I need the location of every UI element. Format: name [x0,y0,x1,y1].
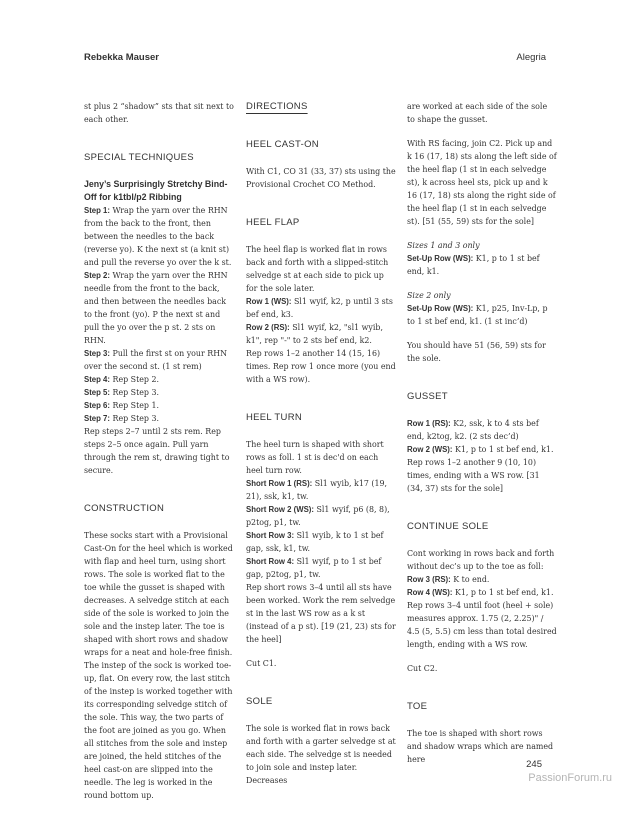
cut-c1-text: Cut C1. [246,659,277,668]
continue-rep-text: Rep rows 3–4 until foot (heel + sole) measures approx. 1.75 (2, 2.25)" / 4.5 (5, 5.5) cm less than total desired length, ending with a WS row. [407,601,557,649]
heel-turn-heading: HEEL TURN [246,412,303,423]
column-1 [84,100,234,813]
step-3: Step 3: Pull the first st on your RHN over the second st. (1 st rem) [84,349,228,371]
step-2: Step 2: Wrap the yarn over the RHN needle from the front to the back, and then between the needles back to the front (yo). P the next st and pull the yo over the p st. 2 sts on RHN. [84,271,228,345]
step-7: Step 7: Rep Step 3. [84,414,160,423]
header-author: Rebekka Mauser [84,52,159,63]
sizes-1-3-label: Sizes 1 and 3 only [407,241,480,250]
toe-heading: TOE [407,701,428,712]
special-techniques-heading: SPECIAL TECHNIQUES [84,152,194,163]
header-title: Alegria [516,52,546,63]
continue-sole-text: Cont working in rows back and forth without dec’s up to the toe as foll: [407,549,555,571]
heel-flap-heading: HEEL FLAP [246,217,300,228]
sole-text: The sole is worked flat in rows back and forth with a garter selvedge st at each side. The selvedge st is needed to join sole and instep later. Decreases [246,724,396,785]
gusset-row-1: Row 1 (RS): K2, ssk, k to 4 sts bef end, k2tog, k2. (2 sts dec’d) [407,419,539,441]
gusset-rep-text: Rep rows 1–2 another 9 (10, 10) times, ending with a WS row. [31 (34, 37) sts for the sole] [407,458,540,493]
step-5: Step 5: Rep Step 3. [84,388,160,397]
heel-turn-text: The heel turn is shaped with short rows as foll. 1 st is dec'd on each heel turn row. [246,440,384,475]
cut-c2-text: Cut C2. [407,664,438,673]
step-1: Step 1: Wrap the yarn over the RHN from the back to the front, then between the needles to the back (reverse yo). K the next st (a knit st) and pull the reverse yo over the k st. [84,206,232,267]
page-number: 245 [526,759,542,770]
sole-continued-text: are worked at each side of the sole to shape the gusset. [407,102,548,124]
should-have-text: You should have 51 (56, 59) sts for the sole. [407,341,546,363]
heel-cast-on-heading: HEEL CAST-ON [246,139,319,150]
continue-sole-heading: CONTINUE SOLE [407,521,489,532]
construction-text: These socks start with a Provisional Cast-On for the heel which is worked with flap and heel turn, using short rows. The sole is worked flat to the toe while the gusset is shaped with decreases. A selvedge stitch at each side of the sole is worked to join the sole and the instep later. The toe is shaped with short rows and shadow wraps for a neat and hole-free finish. The instep of the sock is worked toe-up, flat. On every row, the last stitch of the instep is worked together with its corresponding selvedge stitch of the sole. This way, the two parts of the foot are joined as you go. When all stitches from the sole and instep are joined, the held stitches of the heel cast-on are slipped into the needle. The leg is worked in the round bottom up. [84,531,233,800]
short-row-1: Short Row 1 (RS): Sl1 wyib, k17 (19, 21), ssk, k1, tw. [246,479,388,501]
short-row-rep-text: Rep short rows 3–4 until all sts have been worked. Work the rem selvedge st in the last WS row as a k st (instead of a p st). [19 (21, 23) sts for the heel] [246,583,396,644]
step-6: Step 6: Rep Step 1. [84,401,160,410]
flap-row-2: Row 2 (RS): Sl1 wyif, k2, "sl1 wyib, k1", rep "-" to 2 sts bef end, k2. [246,323,383,345]
column-3 [407,100,557,777]
set-up-row-sizes-1-3: Set-Up Row (WS): K1, p to 1 st bef end, k1. [407,254,540,276]
flap-row-1: Row 1 (WS): Sl1 wyif, k2, p until 3 sts bef end, k3. [246,297,393,319]
sole-heading: SOLE [246,696,273,707]
construction-heading: CONSTRUCTION [84,503,165,514]
directions-heading: DIRECTIONS [246,101,308,112]
set-up-row-size-2: Set-Up Row (WS): K1, p25, Inv-Lp, p to 1 st bef end, k1. (1 st inc’d) [407,304,548,326]
bind-off-steps [84,204,234,425]
gusset-heading: GUSSET [407,391,448,402]
short-row-2: Short Row 2 (WS): Sl1 wyif, p6 (8, 8), p2tog, p1, tw. [246,505,390,527]
intro-text: st plus 2 “shadow” sts that sit next to each other. [84,102,234,124]
short-row-3: Short Row 3: Sl1 wyib, k to 1 st bef gap, ssk, k1, tw. [246,531,384,553]
pick-up-text: With RS facing, join C2. Pick up and k 16 (17, 18) sts along the left side of the heel flap (1 st in each selvedge st), k across heel sts, pick up and k 16 (17, 18) sts along the right side of the heel flap (1 st in each selvedge st). [51 (55, 59) sts for the sole] [407,139,557,226]
step-4: Step 4: Rep Step 2. [84,375,160,384]
gusset-row-2: Row 2 (WS): K1, p to 1 st bef end, k1. [407,445,554,454]
short-row-4: Short Row 4: Sl1 wyif, p to 1 st bef gap, p2tog, p1, tw. [246,557,382,579]
bind-off-title: Jeny’s Surprisingly Stretchy Bind-Off for k1tbl/p2 Ribbing [84,179,228,202]
size-2-label: Size 2 only [407,291,451,300]
heel-cast-on-text: With C1, CO 31 (33, 37) sts using the Provisional Crochet CO Method. [246,167,396,189]
column-2 [246,100,396,798]
continue-row-4: Row 4 (WS): K1, p to 1 st bef end, k1. [407,588,554,597]
watermark: PassionForum.ru [528,772,612,784]
flap-rep-text: Rep rows 1–2 another 14 (15, 16) times. Rep row 1 once more (you end with a WS row). [246,349,396,384]
continue-row-3: Row 3 (RS): K to end. [407,575,490,584]
heel-flap-text: The heel flap is worked flat in rows back and forth with a slipped-stitch selvedge st at each side to pick up for the sole later. [246,245,389,293]
toe-text: The toe is shaped with short rows and shadow wraps which are named here [407,729,554,764]
rep-steps-text: Rep steps 2–7 until 2 sts rem. Rep steps 2–5 once again. Pull yarn through the rem st, drawing tight to secure. [84,427,230,475]
